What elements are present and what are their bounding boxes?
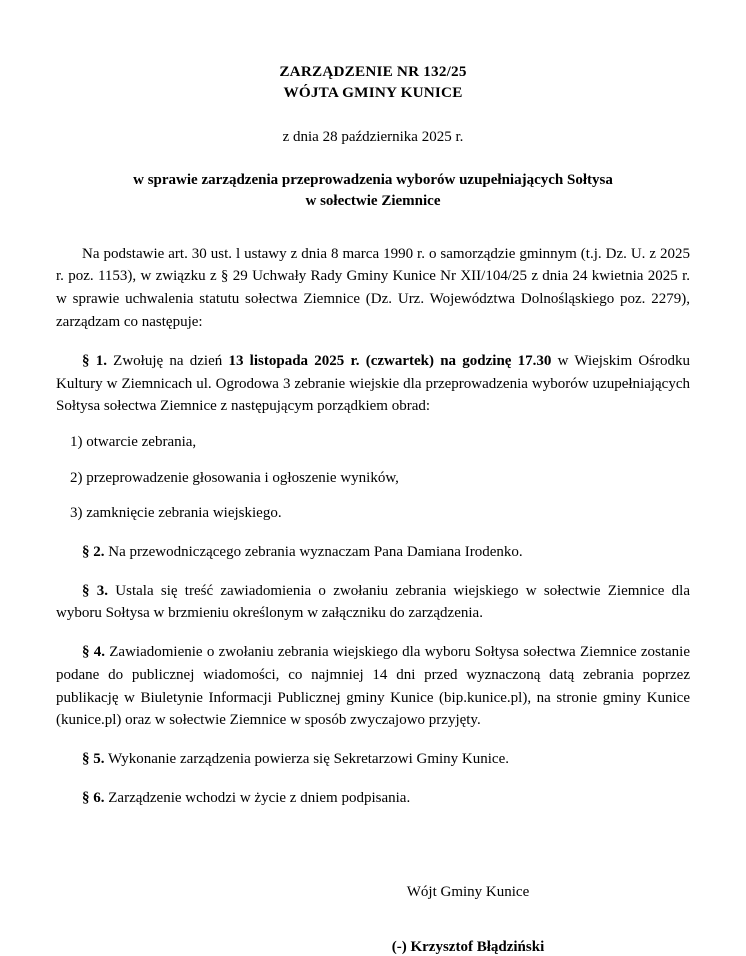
section-6-text: Zarządzenie wchodzi w życie z dniem podpisania. xyxy=(104,790,411,807)
document-title xyxy=(56,62,690,103)
section-1-marker: § 1. xyxy=(82,352,107,369)
section-1-bold-text: 13 listopada 2025 r. (czwartek) na godzinę 17.30 xyxy=(228,352,552,369)
signature-name: (-) Krzysztof Błądziński xyxy=(391,938,545,955)
preamble-paragraph: Na podstawie art. 30 ust. l ustawy z dnia 8 marca 1990 r. o samorządzie gminnym (t.j. Dz. U. z 2025 r. poz. 1153), w związku z § 29 Uchwały Rady Gminy Kunice Nr XII/104/25 z dnia 24 kwietnia 2025 r. w sprawie uchwalenia statutu sołectwa Ziemnice (Dz. Urz. Województwa Dolnośląskiego poz. 2279), zarządzam co następuje: xyxy=(56,245,690,331)
agenda-item-3: 3) zamknięcie zebrania wiejskiego. xyxy=(70,505,282,522)
section-1-text-before: Zwołuję na dzień xyxy=(106,352,229,369)
section-2-text: Na przewodniczącego zebrania wyznaczam Pana Damiana Irodenko. xyxy=(104,543,523,560)
section-4-marker: § 4. xyxy=(82,644,106,661)
document-subject xyxy=(56,170,690,213)
section-5-text: Wykonanie zarządzenia powierza się Sekretarzowi Gminy Kunice. xyxy=(104,751,509,768)
section-5-marker: § 5. xyxy=(82,751,105,768)
section-3 xyxy=(56,580,690,626)
document-date: z dnia 28 października 2025 r. xyxy=(282,129,464,146)
signature-role: Wójt Gminy Kunice xyxy=(406,883,530,900)
section-4-text: Zawiadomienie o zwołaniu zebrania wiejskiego dla wyboru Sołtysa sołectwa Ziemnice zostanie podane do publicznej wiadomości, co najmniej 14 dni przed wyznaczoną datą zebrania poprzez publikację w Biuletynie Informacji Publicznej gminy Kunice (bip.kunice.pl), na stronie gminy Kunice (kunice.pl) oraz w sołectwie Ziemnice w sposób zwyczajowo przyjęty. xyxy=(56,644,690,729)
section-6-marker: § 6. xyxy=(82,790,105,807)
subject-line-1: w sprawie zarządzenia przeprowadzenia wyborów uzupełniających Sołtysa xyxy=(133,172,613,189)
section-6 xyxy=(56,787,690,810)
subject-line-2: w sołectwie Ziemnice xyxy=(305,193,441,210)
section-1 xyxy=(56,350,690,418)
agenda-item-1: 1) otwarcie zebrania, xyxy=(70,434,197,451)
title-line-1: ZARZĄDZENIE NR 132/25 xyxy=(279,63,467,80)
section-1-text-after: w Wiejskim Ośrodku Kultury w Ziemnicach ul. Ogrodowa 3 zebranie wiejskie dla przeprowadzenia wyborów uzupełniających Sołtysa sołectwa Ziemnice z następującym porządkiem obrad: xyxy=(56,352,690,415)
section-5 xyxy=(56,748,690,771)
signature-block xyxy=(56,884,690,956)
section-2-marker: § 2. xyxy=(82,543,105,560)
title-line-2: WÓJTA GMINY KUNICE xyxy=(283,83,463,101)
section-3-marker: § 3. xyxy=(82,582,109,599)
section-2 xyxy=(56,541,690,564)
agenda-item-2: 2) przeprowadzenie głosowania i ogłoszenie wyników, xyxy=(70,469,399,486)
section-4 xyxy=(56,641,690,732)
section-3-text: Ustala się treść zawiadomienia o zwołaniu zebrania wiejskiego w sołectwie Ziemnice dla wyboru Sołtysa w brzmieniu określonym w załączniku do zarządzenia. xyxy=(56,582,690,622)
